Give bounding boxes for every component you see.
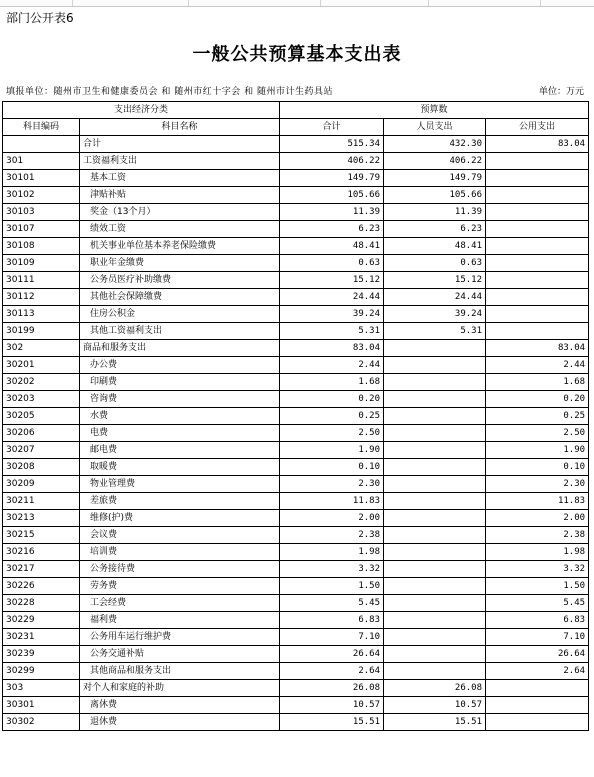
cell-public — [486, 680, 589, 697]
cell-code: 30203 — [3, 391, 80, 408]
table-row — [3, 306, 589, 323]
table-row — [3, 459, 589, 476]
cell-personnel — [384, 493, 486, 510]
table-row — [3, 544, 589, 561]
cell-public: 0.25 — [486, 408, 589, 425]
cell-name: 维修(护)费 — [80, 510, 280, 527]
table-row — [3, 340, 589, 357]
cell-name: 会议费 — [80, 527, 280, 544]
cell-name: 商品和服务支出 — [80, 340, 280, 357]
cell-public — [486, 170, 589, 187]
cell-total: 2.50 — [280, 425, 384, 442]
table-body — [3, 136, 589, 731]
cell-personnel — [384, 612, 486, 629]
header-budget-amount: 预算数 — [280, 102, 589, 119]
cell-name: 办公费 — [80, 357, 280, 374]
cell-public: 83.04 — [486, 340, 589, 357]
table-row — [3, 136, 589, 153]
cell-personnel: 39.24 — [384, 306, 486, 323]
cell-public: 1.90 — [486, 442, 589, 459]
cell-code: 30299 — [3, 663, 80, 680]
cell-personnel: 11.39 — [384, 204, 486, 221]
cell-total: 48.41 — [280, 238, 384, 255]
cell-total: 1.90 — [280, 442, 384, 459]
cell-total: 11.83 — [280, 493, 384, 510]
cell-name: 咨询费 — [80, 391, 280, 408]
cell-total: 0.63 — [280, 255, 384, 272]
table-row — [3, 476, 589, 493]
cell-personnel — [384, 646, 486, 663]
cell-personnel — [384, 425, 486, 442]
cell-code: 30239 — [3, 646, 80, 663]
cell-public: 2.38 — [486, 527, 589, 544]
table-row — [3, 663, 589, 680]
cell-personnel — [384, 544, 486, 561]
cell-name: 其他工资福利支出 — [80, 323, 280, 340]
cell-code: 30101 — [3, 170, 80, 187]
header-economic-classification: 支出经济分类 — [3, 102, 280, 119]
cell-name: 职业年金缴费 — [80, 255, 280, 272]
table-row — [3, 323, 589, 340]
header-name: 科目名称 — [80, 119, 280, 136]
cell-public: 83.04 — [486, 136, 589, 153]
cell-total: 7.10 — [280, 629, 384, 646]
table-row — [3, 697, 589, 714]
cell-name: 福利费 — [80, 612, 280, 629]
cell-public — [486, 204, 589, 221]
cell-total: 2.64 — [280, 663, 384, 680]
header-code: 科目编码 — [3, 119, 80, 136]
cell-code: 302 — [3, 340, 80, 357]
cell-total: 15.51 — [280, 714, 384, 731]
cell-total: 149.79 — [280, 170, 384, 187]
cell-personnel — [384, 663, 486, 680]
cell-personnel: 15.12 — [384, 272, 486, 289]
cell-name: 机关事业单位基本养老保险缴费 — [80, 238, 280, 255]
cell-total: 24.44 — [280, 289, 384, 306]
cell-public — [486, 289, 589, 306]
table-row — [3, 680, 589, 697]
cell-name: 对个人和家庭的补助 — [80, 680, 280, 697]
cell-public: 1.68 — [486, 374, 589, 391]
table-row — [3, 612, 589, 629]
cell-personnel — [384, 391, 486, 408]
cell-total: 83.04 — [280, 340, 384, 357]
cell-total: 26.64 — [280, 646, 384, 663]
table-row — [3, 221, 589, 238]
cell-personnel: 24.44 — [384, 289, 486, 306]
table-row — [3, 527, 589, 544]
cell-total: 6.23 — [280, 221, 384, 238]
cell-total: 3.32 — [280, 561, 384, 578]
cell-personnel: 26.08 — [384, 680, 486, 697]
cell-code: 30111 — [3, 272, 80, 289]
cell-code: 30217 — [3, 561, 80, 578]
table-row — [3, 561, 589, 578]
spreadsheet-column-strip — [0, 0, 594, 7]
cell-code: 30209 — [3, 476, 80, 493]
table-row — [3, 272, 589, 289]
cell-name: 公务交通补贴 — [80, 646, 280, 663]
cell-public — [486, 153, 589, 170]
cell-code: 30112 — [3, 289, 80, 306]
table-row — [3, 595, 589, 612]
table-row — [3, 646, 589, 663]
cell-public: 2.50 — [486, 425, 589, 442]
cell-personnel — [384, 476, 486, 493]
cell-name: 取暖费 — [80, 459, 280, 476]
table-row — [3, 255, 589, 272]
cell-personnel — [384, 442, 486, 459]
document-label: 部门公开表6 — [6, 11, 74, 25]
unit-label: 单位：万元 — [538, 87, 584, 97]
table-row — [3, 408, 589, 425]
cell-total: 15.12 — [280, 272, 384, 289]
cell-personnel — [384, 459, 486, 476]
cell-name: 邮电费 — [80, 442, 280, 459]
cell-total: 26.08 — [280, 680, 384, 697]
cell-name: 其他商品和服务支出 — [80, 663, 280, 680]
cell-personnel — [384, 357, 486, 374]
cell-personnel: 149.79 — [384, 170, 486, 187]
cell-personnel: 48.41 — [384, 238, 486, 255]
cell-total: 0.20 — [280, 391, 384, 408]
cell-code: 30207 — [3, 442, 80, 459]
cell-total: 11.39 — [280, 204, 384, 221]
table-row — [3, 714, 589, 731]
table-row — [3, 357, 589, 374]
cell-public: 3.32 — [486, 561, 589, 578]
cell-code: 30229 — [3, 612, 80, 629]
cell-code: 30102 — [3, 187, 80, 204]
cell-code: 303 — [3, 680, 80, 697]
cell-public: 1.50 — [486, 578, 589, 595]
budget-table — [2, 101, 589, 731]
cell-personnel: 432.30 — [384, 136, 486, 153]
cell-total: 105.66 — [280, 187, 384, 204]
table-row — [3, 374, 589, 391]
cell-total: 2.44 — [280, 357, 384, 374]
cell-public: 2.00 — [486, 510, 589, 527]
cell-personnel — [384, 510, 486, 527]
header-total: 合计 — [280, 119, 384, 136]
table-row — [3, 493, 589, 510]
cell-code: 30201 — [3, 357, 80, 374]
cell-code: 30226 — [3, 578, 80, 595]
cell-code: 30211 — [3, 493, 80, 510]
cell-code: 30107 — [3, 221, 80, 238]
cell-code: 30228 — [3, 595, 80, 612]
cell-code: 30215 — [3, 527, 80, 544]
cell-name: 津贴补贴 — [80, 187, 280, 204]
cell-personnel — [384, 340, 486, 357]
cell-name: 公务用车运行维护费 — [80, 629, 280, 646]
cell-code: 30301 — [3, 697, 80, 714]
cell-public — [486, 697, 589, 714]
cell-public: 2.64 — [486, 663, 589, 680]
cell-code: 30108 — [3, 238, 80, 255]
cell-personnel — [384, 629, 486, 646]
cell-personnel: 5.31 — [384, 323, 486, 340]
cell-public: 1.98 — [486, 544, 589, 561]
cell-public — [486, 272, 589, 289]
cell-total: 0.25 — [280, 408, 384, 425]
cell-public — [486, 221, 589, 238]
cell-total: 515.34 — [280, 136, 384, 153]
cell-code — [3, 136, 80, 153]
cell-code: 30206 — [3, 425, 80, 442]
table-row — [3, 510, 589, 527]
cell-total: 406.22 — [280, 153, 384, 170]
cell-name: 离休费 — [80, 697, 280, 714]
cell-personnel: 0.63 — [384, 255, 486, 272]
cell-personnel: 15.51 — [384, 714, 486, 731]
cell-name: 工资福利支出 — [80, 153, 280, 170]
table-row — [3, 238, 589, 255]
cell-public — [486, 306, 589, 323]
cell-code: 30213 — [3, 510, 80, 527]
cell-code: 30216 — [3, 544, 80, 561]
cell-public — [486, 238, 589, 255]
cell-personnel — [384, 595, 486, 612]
cell-name: 奖金（13个月） — [80, 204, 280, 221]
cell-total: 39.24 — [280, 306, 384, 323]
cell-total: 10.57 — [280, 697, 384, 714]
cell-total: 2.00 — [280, 510, 384, 527]
cell-name: 合计 — [80, 136, 280, 153]
cell-public: 5.45 — [486, 595, 589, 612]
cell-name: 劳务费 — [80, 578, 280, 595]
cell-public — [486, 323, 589, 340]
cell-name: 其他社会保障缴费 — [80, 289, 280, 306]
cell-personnel: 6.23 — [384, 221, 486, 238]
cell-public: 0.20 — [486, 391, 589, 408]
table-row — [3, 187, 589, 204]
cell-name: 退休费 — [80, 714, 280, 731]
cell-personnel — [384, 374, 486, 391]
reporting-unit: 填报单位：随州市卫生和健康委员会 和 随州市红十字会 和 随州市计生药具站 — [6, 87, 333, 97]
cell-code: 30113 — [3, 306, 80, 323]
cell-public: 6.83 — [486, 612, 589, 629]
cell-total: 6.83 — [280, 612, 384, 629]
cell-name: 住房公积金 — [80, 306, 280, 323]
cell-name: 差旅费 — [80, 493, 280, 510]
cell-public: 11.83 — [486, 493, 589, 510]
cell-total: 5.45 — [280, 595, 384, 612]
table-row — [3, 442, 589, 459]
cell-code: 30103 — [3, 204, 80, 221]
cell-personnel — [384, 527, 486, 544]
cell-public: 26.64 — [486, 646, 589, 663]
cell-name: 水费 — [80, 408, 280, 425]
cell-name: 印刷费 — [80, 374, 280, 391]
cell-name: 物业管理费 — [80, 476, 280, 493]
cell-code: 30205 — [3, 408, 80, 425]
page-title: 一般公共预算基本支出表 — [192, 44, 402, 65]
cell-personnel — [384, 561, 486, 578]
cell-name: 绩效工资 — [80, 221, 280, 238]
cell-public: 7.10 — [486, 629, 589, 646]
cell-code: 30199 — [3, 323, 80, 340]
cell-code: 30202 — [3, 374, 80, 391]
cell-name: 培训费 — [80, 544, 280, 561]
table-row — [3, 578, 589, 595]
table-row — [3, 425, 589, 442]
cell-name: 基本工资 — [80, 170, 280, 187]
cell-personnel: 105.66 — [384, 187, 486, 204]
cell-code: 30109 — [3, 255, 80, 272]
cell-code: 30302 — [3, 714, 80, 731]
cell-code: 30231 — [3, 629, 80, 646]
table-column-header-row — [3, 119, 589, 136]
cell-public — [486, 714, 589, 731]
table-row — [3, 391, 589, 408]
cell-total: 2.38 — [280, 527, 384, 544]
header-personnel: 人员支出 — [384, 119, 486, 136]
cell-public: 0.10 — [486, 459, 589, 476]
cell-total: 5.31 — [280, 323, 384, 340]
cell-personnel: 10.57 — [384, 697, 486, 714]
cell-personnel — [384, 408, 486, 425]
table-row — [3, 629, 589, 646]
cell-total: 1.50 — [280, 578, 384, 595]
cell-total: 2.30 — [280, 476, 384, 493]
table-row — [3, 204, 589, 221]
cell-total: 1.98 — [280, 544, 384, 561]
table-row — [3, 289, 589, 306]
cell-total: 1.68 — [280, 374, 384, 391]
cell-name: 公务接待费 — [80, 561, 280, 578]
cell-public — [486, 255, 589, 272]
cell-code: 301 — [3, 153, 80, 170]
table-group-header-row — [3, 102, 589, 119]
cell-name: 工会经费 — [80, 595, 280, 612]
cell-personnel — [384, 578, 486, 595]
cell-public: 2.44 — [486, 357, 589, 374]
cell-public — [486, 187, 589, 204]
header-public: 公用支出 — [486, 119, 589, 136]
cell-personnel: 406.22 — [384, 153, 486, 170]
cell-code: 30208 — [3, 459, 80, 476]
cell-public: 2.30 — [486, 476, 589, 493]
cell-name: 电费 — [80, 425, 280, 442]
table-row — [3, 170, 589, 187]
table-row — [3, 153, 589, 170]
cell-total: 0.10 — [280, 459, 384, 476]
cell-name: 公务员医疗补助缴费 — [80, 272, 280, 289]
